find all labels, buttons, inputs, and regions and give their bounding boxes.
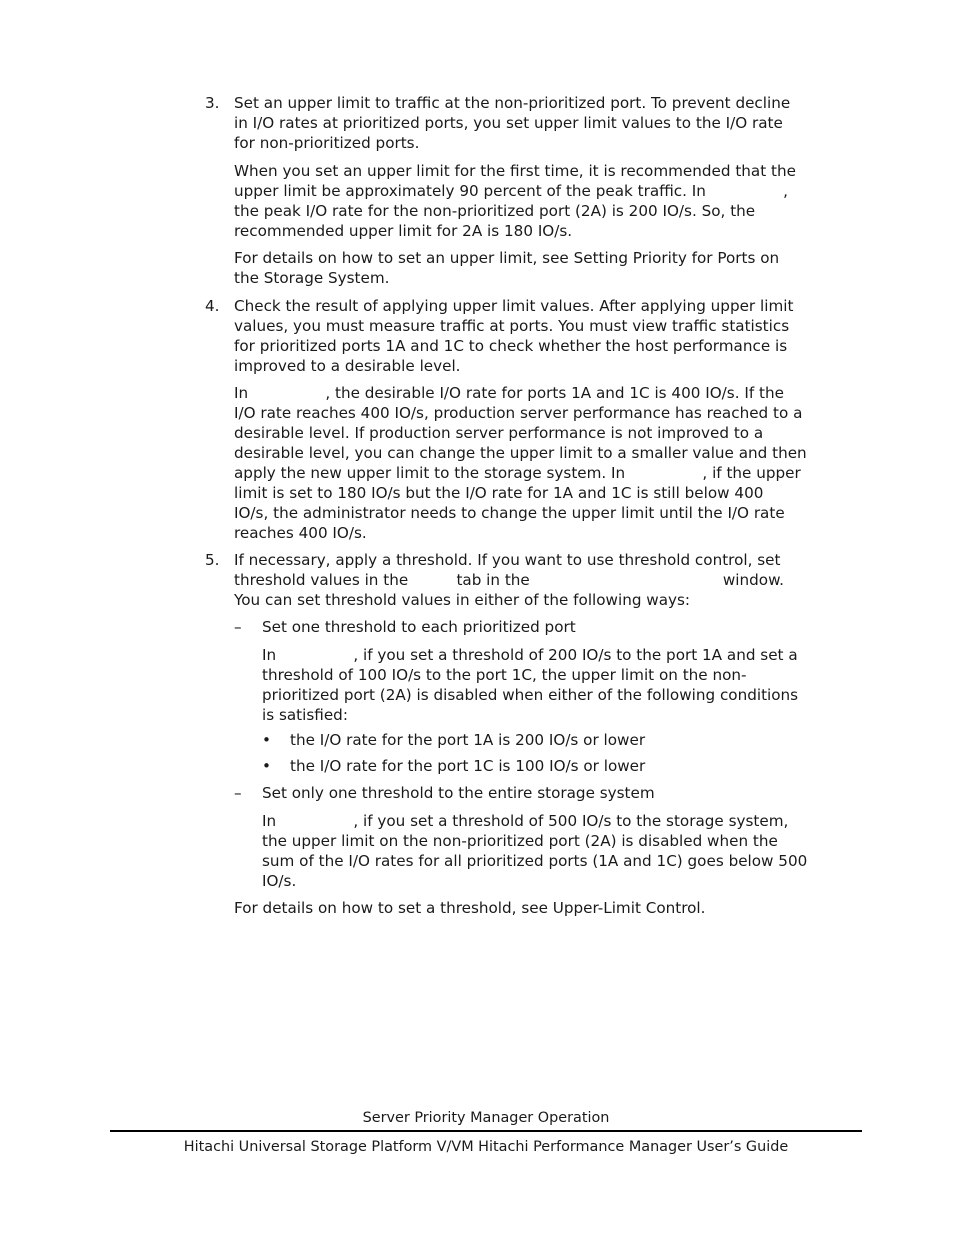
option-2-label: Set only one threshold to the entire storage system [262, 784, 655, 802]
step-3-paragraph-2: For details on how to set an upper limit, see Setting Priority for Ports on the Storage System. [234, 249, 780, 287]
footer-section-title: Server Priority Manager Operation [362, 1110, 610, 1126]
step-4-number: 4. [205, 297, 220, 315]
step-4-text: Check the result of applying upper limit values. After applying upper limit values, you must measure traffic at ports. You must view traffic statistics for prioritized ports 1A and 1C to check whether the host performance is improved to a desirable level. [234, 297, 794, 375]
step-4-paragraph-1: In , the desirable I/O rate for ports 1A and 1C is 400 IO/s. If the I/O rate reaches 400 IO/s, production server performance has reached to a desirable level. If production server performance is not improved to a desirable level, you can change the upper limit to a smaller value and then apply the new upper limit to the storage system. In , if the upper limit is set to 180 IO/s but the I/O rate for 1A and 1C is still below 400 IO/s, the administrator needs to change the upper limit until the I/O rate reaches 400 IO/s. [234, 384, 807, 542]
bullet-2-dot: • [262, 757, 271, 775]
step-5-number: 5. [205, 551, 220, 569]
step-3-paragraph-1: When you set an upper limit for the first time, it is recommended that the upper limit be approximately 90 percent of the peak traffic. In , the peak I/O rate for the non-prioritized port (2A) is 200 IO/s. So, the recommended upper limit for 2A is 180 IO/s. [234, 162, 796, 240]
option-1-label: Set one threshold to each prioritized port [262, 618, 576, 636]
step-3-number: 3. [205, 94, 220, 112]
footer-guide-title: Hitachi Universal Storage Platform V/VM Hitachi Performance Manager User’s Guide [183, 1139, 789, 1155]
step-5-text: If necessary, apply a threshold. If you want to use threshold control, set threshold values in the tab in the window. You can set threshold values in either of the following ways: [234, 551, 784, 609]
step-5-closing: For details on how to set a threshold, see Upper-Limit Control. [234, 899, 706, 917]
footer-divider [110, 1130, 862, 1132]
bullet-1-dot: • [262, 731, 271, 749]
bullet-2-text: the I/O rate for the port 1C is 100 IO/s or lower [290, 757, 646, 775]
step-3-text: Set an upper limit to traffic at the non-prioritized port. To prevent decline in I/O rates at prioritized ports, you set upper limit values to the I/O rate for non-prioritized ports. [234, 94, 791, 152]
bullet-1-text: the I/O rate for the port 1A is 200 IO/s or lower [290, 731, 646, 749]
option-1-paragraph: In , if you set a threshold of 200 IO/s to the port 1A and set a threshold of 100 IO/s to the port 1C, the upper limit on the non- prioritized port (2A) is disabled when either of the following conditions is satisfied: [262, 646, 799, 724]
option-1-dash: – [234, 618, 242, 636]
option-2-dash: – [234, 784, 242, 802]
option-2-paragraph: In , if you set a threshold of 500 IO/s to the storage system, the upper limit on the non-prioritized port (2A) is disabled when the sum of the I/O rates for all prioritized ports (1A and 1C) goes below 500 IO/s. [262, 812, 808, 890]
